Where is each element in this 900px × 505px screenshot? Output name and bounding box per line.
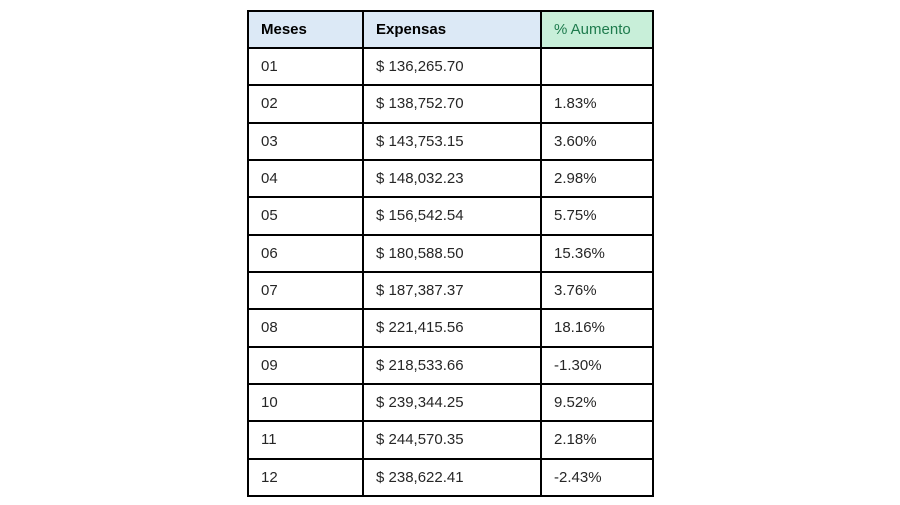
cell-expensa: $ 238,622.41	[363, 459, 541, 496]
header-meses: Meses	[248, 11, 363, 48]
cell-mes: 12	[248, 459, 363, 496]
table-row	[248, 48, 653, 85]
cell-expensa: $ 187,387.37	[363, 272, 541, 309]
cell-mes: 08	[248, 309, 363, 346]
table-row	[248, 459, 653, 496]
cell-expensa: $ 136,265.70	[363, 48, 541, 85]
cell-mes: 06	[248, 235, 363, 272]
cell-aumento: 18.16%	[541, 309, 653, 346]
cell-aumento: 1.83%	[541, 85, 653, 122]
cell-aumento: 9.52%	[541, 384, 653, 421]
cell-expensa: $ 156,542.54	[363, 197, 541, 234]
cell-aumento: -1.30%	[541, 347, 653, 384]
cell-aumento: 5.75%	[541, 197, 653, 234]
table-row	[248, 85, 653, 122]
cell-expensa: $ 138,752.70	[363, 85, 541, 122]
header-aumento: % Aumento	[541, 11, 653, 48]
cell-aumento: 3.76%	[541, 272, 653, 309]
cell-mes: 10	[248, 384, 363, 421]
cell-mes: 11	[248, 421, 363, 458]
table-row	[248, 421, 653, 458]
cell-aumento	[541, 48, 653, 85]
cell-expensa: $ 221,415.56	[363, 309, 541, 346]
table-row	[248, 309, 653, 346]
cell-mes: 01	[248, 48, 363, 85]
cell-aumento: 15.36%	[541, 235, 653, 272]
cell-mes: 07	[248, 272, 363, 309]
cell-mes: 02	[248, 85, 363, 122]
header-expensas: Expensas	[363, 11, 541, 48]
table-row	[248, 123, 653, 160]
expenses-table	[247, 10, 654, 497]
cell-expensa: $ 148,032.23	[363, 160, 541, 197]
cell-expensa: $ 218,533.66	[363, 347, 541, 384]
cell-expensa: $ 239,344.25	[363, 384, 541, 421]
cell-aumento: -2.43%	[541, 459, 653, 496]
cell-mes: 09	[248, 347, 363, 384]
cell-expensa: $ 180,588.50	[363, 235, 541, 272]
cell-aumento: 2.98%	[541, 160, 653, 197]
table-row	[248, 347, 653, 384]
cell-expensa: $ 244,570.35	[363, 421, 541, 458]
cell-mes: 04	[248, 160, 363, 197]
cell-mes: 05	[248, 197, 363, 234]
table-row	[248, 235, 653, 272]
cell-aumento: 3.60%	[541, 123, 653, 160]
table-header	[248, 11, 653, 48]
table-row	[248, 197, 653, 234]
table-row	[248, 272, 653, 309]
table-row	[248, 384, 653, 421]
table-body	[248, 48, 653, 496]
header-row	[248, 11, 653, 48]
cell-mes: 03	[248, 123, 363, 160]
table-row	[248, 160, 653, 197]
cell-aumento: 2.18%	[541, 421, 653, 458]
cell-expensa: $ 143,753.15	[363, 123, 541, 160]
